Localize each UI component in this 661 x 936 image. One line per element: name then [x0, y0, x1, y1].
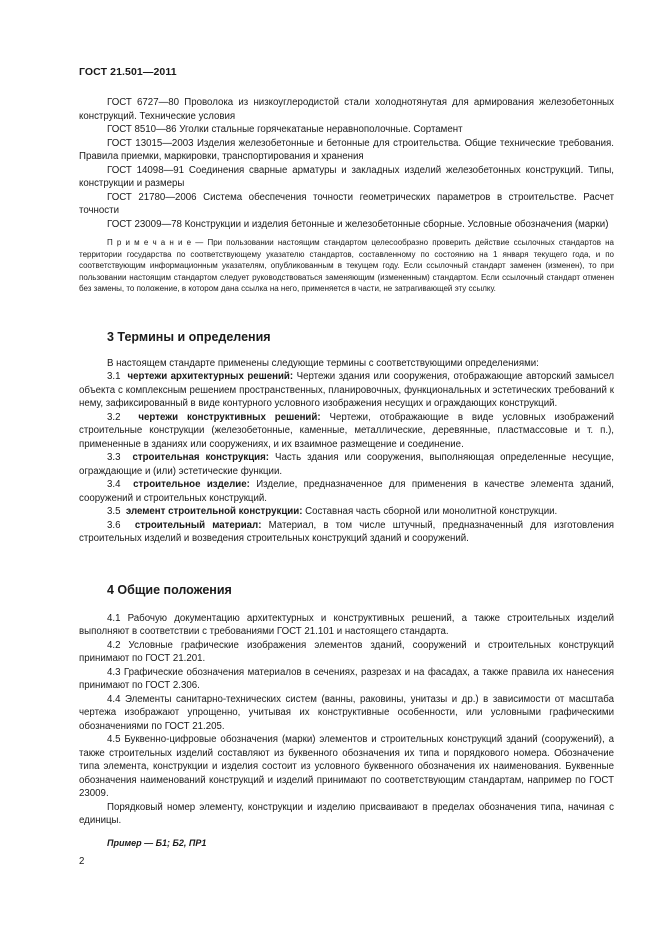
reference-item: ГОСТ 14098—91 Соединения сварные арматуры и закладных изделий железобетонных конструкций. Типы, конструкции и размеры — [79, 164, 614, 189]
provision-item: 4.1 Рабочую документацию архитектурных и конструктивных решений, а также строительных изделий выполняют в соответствии с требованиями ГОСТ 21.101 и настоящего стандарта. — [79, 612, 614, 637]
reference-item: ГОСТ 23009—78 Конструкции и изделия бетонные и железобетонные сборные. Условные обозначения (марки) — [107, 218, 609, 230]
definition-term: строительная конструкция: — [132, 452, 269, 463]
definition-item: 3.3 строительная конструкция: Часть здания или сооружения, выполняющая определенные несущие, ограждающие и (или) эстетические функции. — [79, 452, 614, 477]
provision-item: 4.5 Буквенно-цифровые обозначения (марки) элементов и строительных конструкций зданий (сооружений), а также строительных изделий составляют из буквенного обозначения их типа и порядкового номера. Обозначение типа элемента, конструкции и изделия состоит из условного буквенного обозначения их наименования. Буквенные обозначения наименований конструкций и изделий принимают по соответствующим стандартам, например по ГОСТ 23009. — [79, 734, 614, 799]
example-line: Пример — Б1; Б2, ПР1 — [107, 837, 207, 848]
reference-item: ГОСТ 8510—86 Уголки стальные горячекатаные неравнополочные. Сортамент — [107, 124, 463, 135]
references-block — [79, 96, 614, 295]
definition-item: 3.2 чертежи конструктивных решений: Чертежи, отображающие в виде условных изображений строительные конструкции (железобетонные, каменные, металлические, деревянные, пластмассовые и т. п.), примененные в зданиях или сооружениях, и их взаимное размещение и соединение. — [79, 411, 615, 450]
section-3-title: 3 Термины и определения — [107, 330, 271, 344]
section-4-title: 4 Общие положения — [107, 583, 232, 597]
definition-item: 3.1 чертежи архитектурных решений: Чертежи здания или сооружения, отображающие авторский замысел объекта с комплексным решением пространственных, планировочных, функциональных и эстетических требований к нему, зафиксированный в виде контурного условного изображения несущих и ограждающих конструкций. — [79, 371, 614, 409]
definition-term: чертежи конструктивных решений: — [138, 411, 321, 423]
provision-item: 4.2 Условные графические изображения элементов зданий, сооружений и строительных конструкций принимают по ГОСТ 21.201. — [79, 639, 614, 664]
definition-item: 3.4 строительное изделие: Изделие, предназначенное для применения в качестве элемента зданий, сооружений и строительных конструкций. — [79, 479, 614, 504]
reference-item: ГОСТ 21780—2006 Система обеспечения точности геометрических параметров в строительстве. Расчет точности — [79, 191, 615, 216]
provision-item: Порядковый номер элементу, конструкции и изделию присваивают в пределах обозначения типа, начиная с единицы. — [79, 801, 614, 826]
note-paragraph — [79, 237, 614, 295]
document-header: ГОСТ 21.501—2011 — [79, 66, 177, 78]
reference-item: ГОСТ 13015—2003 Изделия железобетонные и бетонные для строительства. Общие технические требования. Правила приемки, маркировки, транспортирования и хранения — [79, 137, 614, 162]
definition-item: 3.5 элемент строительной конструкции: Составная часть сборной или монолитной конструкции. — [107, 506, 558, 517]
note-text: — При пользовании настоящим стандартом целесообразно проверить действие ссылочных стандартов на территории государства по соответствующему указателю стандартов, составленному по состоянию на 1 января текущего года, и по соответствующим информационным указателям, опубликованным в текущем году. Если ссылочный стандарт заменен (изменен), то при пользовании настоящим стандартом следует руководствоваться заменяющим (измененным) стандартом. Если ссылочный стандарт отменен без замены, то положение, в котором дана ссылка на него, применяется в части, не затрагивающей эту ссылку. — [79, 238, 615, 294]
provision-item: 4.3 Графические обозначения материалов в сечениях, разрезах и на фасадах, а также правила их нанесения принимают по ГОСТ 2.306. — [79, 666, 614, 691]
definition-term: элемент строительной конструкции: — [125, 506, 303, 517]
section-3-intro: В настоящем стандарте применены следующие термины с соответствующими определениями: — [107, 357, 539, 369]
definition-term: строительное изделие: — [133, 479, 250, 490]
provision-item: 4.4 Элементы санитарно-технических систем (ванны, раковины, унитазы и др.) в зависимости от масштаба чертежа изображают упрощенно, учитывая их конструктивные особенности, или условными графическими обозначениями по ГОСТ 21.205. — [79, 693, 614, 732]
section-4 — [79, 584, 614, 850]
definition-term: строительный материал: — [134, 519, 262, 531]
reference-item: ГОСТ 6727—80 Проволока из низкоуглеродистой стали холоднотянутая для армирования железобетонных конструкций. Технические условия — [79, 97, 614, 122]
page-number: 2 — [79, 856, 85, 867]
definition-term: чертежи архитектурных решений: — [127, 371, 294, 382]
section-3 — [79, 331, 614, 546]
definition-item: 3.6 строительный материал: Материал, в том числе штучный, предназначенный для изготовления строительных изделий и возведения строительных конструкций зданий и сооружений. — [79, 519, 614, 544]
note-label: П р и м е ч а н и е — [107, 238, 192, 247]
